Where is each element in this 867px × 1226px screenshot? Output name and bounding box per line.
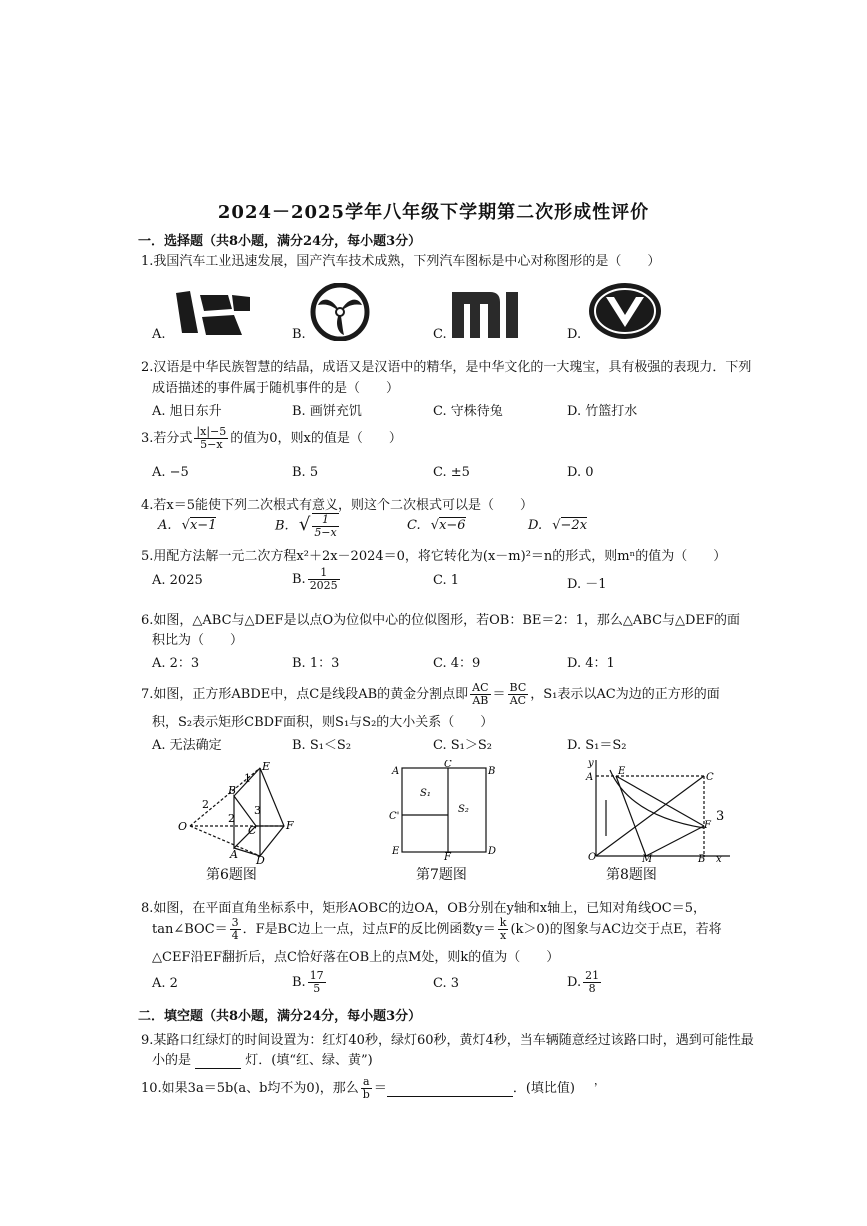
sqrt-icon: √	[430, 518, 440, 533]
figure-8-caption: 第8题图	[606, 867, 657, 883]
q3-fraction	[194, 426, 228, 451]
q9-answer-blank[interactable]	[195, 1053, 241, 1069]
q8-option-b-letter: B.	[292, 975, 306, 990]
question-7-line-1	[141, 682, 720, 707]
section-choice-heading: 一．选择题（共8小题，满分24分，每小题3分）	[138, 234, 422, 249]
q5-b-numerator: 1	[308, 567, 340, 580]
dongfeng-logo-icon	[308, 283, 372, 341]
fig8-label: y	[588, 758, 594, 769]
fig7-label: E	[392, 846, 400, 857]
fig8-label: x	[716, 854, 722, 864]
page-title: 2024－2025学年八年级下学期第二次形成性评价	[217, 202, 650, 223]
q4-option-d-letter: D.	[528, 518, 543, 533]
question-10	[141, 1076, 575, 1101]
q8-option-b[interactable]	[292, 970, 328, 995]
q10-prefix: 10.如果3a＝5b(a、b均不为0)，那么	[141, 1081, 359, 1096]
fig6-handwritten-mark: 2	[228, 812, 235, 825]
q8-option-d[interactable]	[567, 970, 603, 995]
q5-option-c[interactable]: C. 1	[433, 573, 460, 588]
q1-option-c[interactable]: C.	[433, 327, 447, 342]
q4-option-c[interactable]	[407, 518, 466, 533]
q8-k-denominator: x	[500, 929, 507, 942]
q8-k-fraction	[498, 917, 509, 942]
mi-logo-icon	[450, 290, 522, 340]
question-5-stem: 5.用配方法解一元二次方程x²＋2x－2024＝0，将它转化为(x－m)²＝n的形式，则mⁿ的值为（ ）	[141, 549, 727, 564]
question-8-line-1: 8.如图，在平面直角坐标系中，矩形AOBC的边OA，OB分别在y轴和x轴上，已知对角线OC＝5，	[141, 901, 706, 916]
sqrt-icon: √	[298, 513, 311, 535]
q10-fraction	[361, 1076, 372, 1101]
q6-option-c[interactable]: C. 4：9	[433, 656, 481, 671]
q7-option-b[interactable]: B. S₁＜S₂	[292, 738, 352, 753]
figure-6-caption: 第6题图	[206, 867, 257, 883]
q6-option-b[interactable]: B. 1：3	[292, 656, 340, 671]
q4-b-numerator: 1	[312, 514, 338, 527]
fig6-handwritten-mark: 3	[254, 804, 261, 817]
changan-logo-icon	[586, 281, 664, 341]
fig6-label: C	[248, 824, 257, 837]
q5-option-b[interactable]	[292, 567, 342, 592]
fig8-label: O	[588, 852, 597, 863]
q3-option-d[interactable]: D. 0	[567, 465, 594, 480]
fig7-label: C	[444, 760, 452, 770]
sqrt-icon: √	[181, 518, 190, 533]
fig6-label: F	[286, 819, 294, 832]
question-2-line-1: 2.汉语是中华民族智慧的结晶，成语又是汉语中的精华，是中华文化的一大瑰宝，具有极强的表现力．下列	[141, 360, 752, 375]
q6-option-a[interactable]: A. 2：3	[152, 656, 200, 671]
q8-l2-middle: ．F是BC边上一点，过点F的反比例函数y＝	[242, 922, 496, 937]
q10-denominator: b	[362, 1088, 370, 1101]
q9-l2-prefix: 小的是	[152, 1053, 192, 1068]
question-4-stem: 4.若x＝5能使下列二次根式有意义，则这个二次根式可以是（ ）	[141, 498, 534, 513]
q4-option-d[interactable]	[528, 518, 587, 533]
q2-option-a[interactable]: A. 旭日东升	[152, 404, 222, 419]
q8-b-denominator: 5	[313, 982, 321, 995]
fig8-handwritten-mark: 3	[716, 809, 725, 824]
q5-b-denominator: 2025	[309, 579, 338, 592]
question-8-line-3: △CEF沿EF翻折后，点C恰好落在OB上的点M处，则k的值为（ ）	[152, 950, 560, 965]
q7-suffix: ，S₁表示以AC为边的正方形的面	[530, 687, 720, 702]
q4-option-a-letter: A.	[158, 518, 172, 533]
q8-l2-prefix: tan∠BOC＝	[152, 922, 228, 937]
q4-option-c-letter: C.	[407, 518, 421, 533]
q9-l2-suffix: 灯．(填“红、绿、黄”)	[245, 1053, 373, 1068]
q3-numerator: |x|−5	[196, 425, 227, 438]
stray-mark: ，	[594, 1074, 605, 1087]
q7-fraction-2	[508, 682, 529, 707]
q4-option-b[interactable]	[275, 513, 341, 539]
question-9-line-1: 9.某路口红绿灯的时间设置为：红灯40秒，绿灯60秒，黄灯4秒，当车辆随意经过该路口时，遇到可能性最	[141, 1033, 754, 1048]
section-fill-heading: 二．填空题（共8小题，满分24分，每小题3分）	[138, 1009, 422, 1024]
q8-b-numerator: 17	[309, 969, 324, 982]
fig6-label: D	[256, 854, 265, 865]
q4-d-radicand: −2x	[560, 518, 588, 533]
question-6-line-2: 积比为（ ）	[152, 633, 244, 648]
q8-option-a[interactable]: A. 2	[152, 976, 178, 991]
q2-option-b[interactable]: B. 画饼充饥	[292, 404, 362, 419]
question-1-stem: 1.我国汽车工业迅速发展，国产汽车技术成熟，下列汽车图标是中心对称图形的是（ ）	[141, 254, 661, 269]
fig8-label: F	[704, 820, 711, 831]
q7-equals: ＝	[492, 687, 506, 702]
q7-f2-denominator: AC	[509, 694, 527, 707]
q3-stem-prefix: 3.若分式	[141, 431, 193, 446]
q7-option-c[interactable]: C. S₁＞S₂	[433, 738, 492, 753]
q5-option-a[interactable]: A. 2025	[152, 573, 203, 588]
q5-b-fraction	[308, 567, 340, 592]
q5-option-b-letter: B.	[292, 572, 306, 587]
question-2-line-2: 成语描述的事件属于随机事件的是（ ）	[152, 381, 400, 396]
q8-b-fraction	[308, 970, 326, 995]
q8-option-d-letter: D.	[567, 975, 582, 990]
q4-b-denominator: 5−x	[314, 526, 337, 539]
q7-fraction-1	[470, 682, 490, 707]
q8-tan-numerator: 3	[231, 916, 239, 929]
q7-option-a[interactable]: A. 无法确定	[152, 738, 222, 753]
q7-f1-numerator: AC	[472, 681, 489, 694]
fig6-label: E	[262, 760, 271, 773]
q7-option-d[interactable]: D. S₁＝S₂	[567, 738, 627, 753]
fig8-label: E	[618, 766, 626, 777]
q8-option-c[interactable]: C. 3	[433, 976, 460, 991]
q4-a-radicand: x−1	[189, 518, 217, 533]
q8-l2-suffix: (k＞0)的图象与AC边交于点E，若将	[510, 922, 722, 937]
fig7-label: F	[444, 852, 451, 860]
q1-option-b[interactable]: B.	[292, 327, 306, 342]
fig7-label: D	[488, 846, 497, 857]
question-6-line-1: 6.如图，△ABC与△DEF是以点O为位似中心的位似图形，若OB：BE＝2：1，那么△ABC与△DEF的面	[141, 613, 740, 628]
q1-option-a[interactable]: A.	[152, 327, 166, 342]
q10-numerator: a	[361, 1076, 372, 1089]
q4-option-a[interactable]	[158, 518, 216, 533]
q4-b-fraction	[312, 513, 338, 539]
q10-suffix: ．(填比值)	[512, 1081, 575, 1096]
q8-d-numerator: 21	[585, 969, 600, 982]
q8-d-denominator: 8	[588, 982, 596, 995]
q4-c-radicand: x−6	[439, 518, 466, 533]
q10-equals: ＝	[373, 1081, 387, 1096]
fig7-label: B	[488, 766, 496, 777]
q7-f2-numerator: BC	[509, 681, 527, 694]
q3-option-b[interactable]: B. 5	[292, 465, 319, 480]
question-9-line-2	[152, 1049, 373, 1069]
q3-option-a[interactable]: A. −5	[152, 465, 189, 480]
fig8-label: C	[706, 772, 714, 783]
fig8-label: M	[642, 854, 653, 864]
fig6-handwritten-mark: 1	[244, 772, 251, 785]
question-3-stem	[141, 426, 402, 451]
figure-6	[172, 760, 302, 865]
q6-option-d[interactable]: D. 4：1	[567, 656, 615, 671]
fig6-label: A	[230, 848, 238, 861]
q8-k-numerator: k	[499, 916, 507, 929]
q8-d-fraction	[583, 970, 601, 995]
figure-8	[580, 756, 740, 864]
q3-option-c[interactable]: C. ±5	[433, 465, 470, 480]
question-8-line-2	[152, 917, 722, 942]
q10-answer-blank[interactable]	[387, 1081, 513, 1097]
fig7-label: C'	[389, 811, 400, 822]
q1-option-d[interactable]: D.	[567, 327, 582, 342]
fig7-label: A	[392, 766, 400, 777]
lynk-logo-icon	[172, 289, 254, 339]
q4-option-b-letter: B.	[275, 518, 289, 534]
q8-tan-fraction	[230, 917, 241, 942]
question-7-line-2: 积，S₂表示矩形CBDF面积，则S₁与S₂的大小关系（ ）	[152, 715, 494, 730]
fig6-label: B	[228, 784, 237, 797]
q2-option-d[interactable]: D. 竹篮打水	[567, 404, 638, 419]
q8-tan-denominator: 4	[231, 929, 239, 942]
fig6-handwritten-mark: 2	[202, 798, 209, 811]
figure-7-caption: 第7题图	[416, 867, 467, 883]
fig7-label: S₁	[420, 788, 431, 799]
q7-prefix: 7.如图，正方形ABDE中，点C是线段AB的黄金分割点即	[141, 687, 469, 702]
sqrt-icon: √	[552, 518, 561, 533]
q7-f1-denominator: AB	[472, 694, 489, 707]
fig8-label: B	[698, 854, 706, 864]
fig8-label: A	[586, 772, 594, 783]
fig6-label: O	[178, 820, 188, 833]
q5-option-d[interactable]: D. －1	[567, 577, 607, 592]
figure-7	[388, 760, 498, 860]
fig7-label: S₂	[458, 804, 469, 815]
q3-stem-suffix: 的值为0，则x的值是（ ）	[230, 431, 402, 446]
q2-option-c[interactable]: C. 守株待兔	[433, 404, 503, 419]
q3-denominator: 5−x	[200, 438, 223, 451]
